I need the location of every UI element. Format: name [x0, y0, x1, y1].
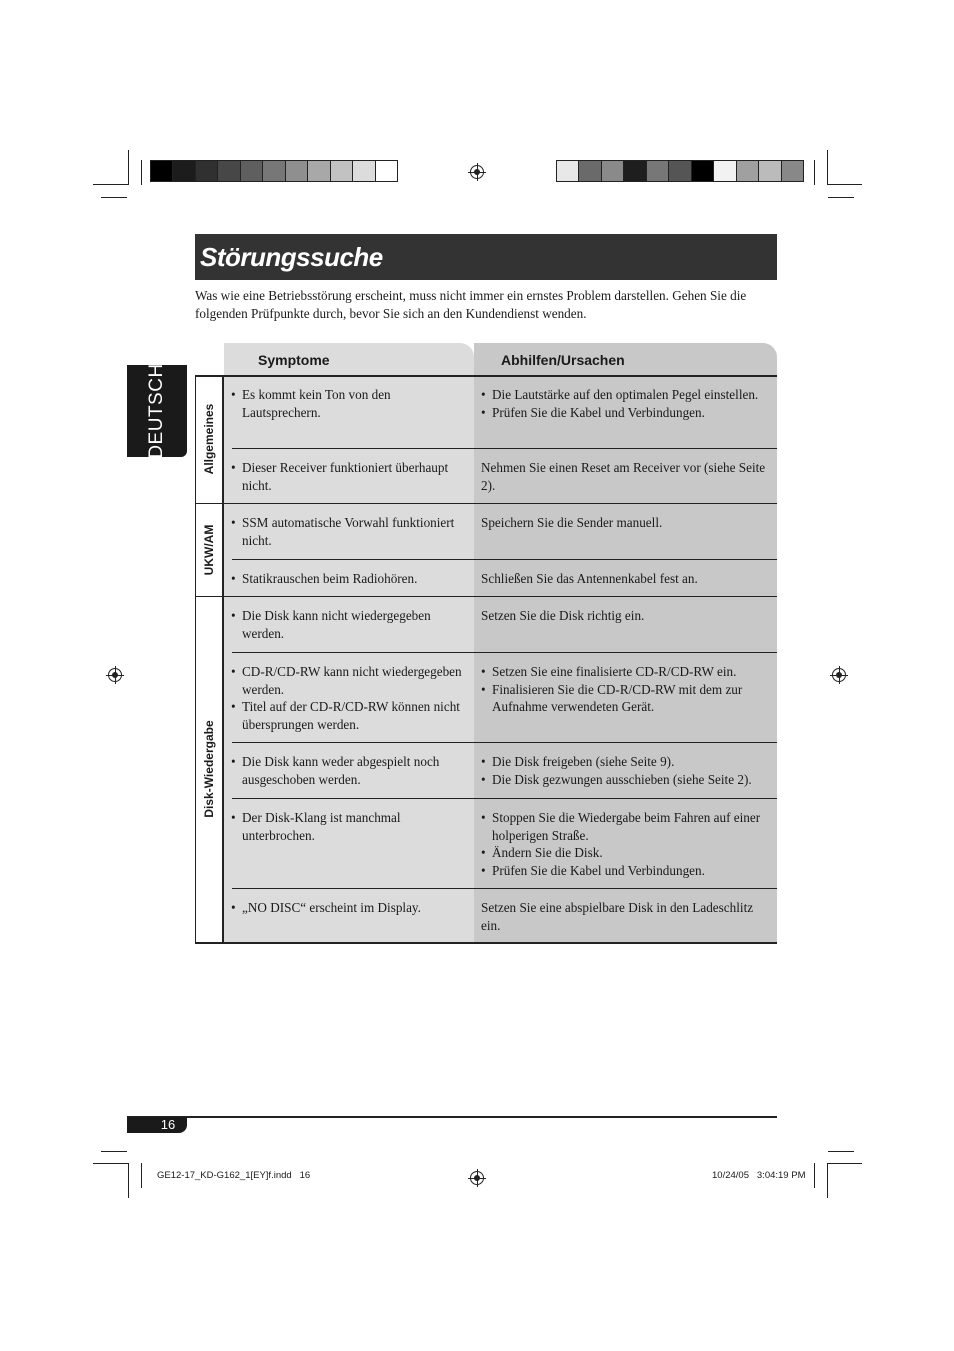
symptom-item: • Der Disk-Klang ist manchmal unterbrochen.	[231, 809, 471, 844]
category-label: Disk-Wiedergabe	[202, 720, 216, 818]
remedy-item: • Setzen Sie eine finalisierte CD-R/CD-RW ein.	[481, 663, 775, 681]
remedy-item: • Finalisieren Sie die CD-R/CD-RW mit dem zur Aufnahme verwendeten Gerät.	[481, 681, 775, 716]
category-column-rule	[222, 375, 224, 944]
symptom-cell	[231, 899, 471, 917]
row-separator	[232, 888, 777, 889]
print-timestamp: 10/24/05 3:04:19 PM	[712, 1170, 806, 1181]
remedy-item: • Prüfen Sie die Kabel und Verbindungen.	[481, 404, 775, 422]
intro-text: Was wie eine Betriebsstörung erscheint, muss nicht immer ein ernstes Problem darstellen. Gehen Sie die folgenden Prüfpunkte durch, bevor Sie sich an den Kundendienst wenden.	[195, 288, 747, 321]
symptom-cell	[231, 386, 471, 421]
page-number: 16	[160, 1117, 176, 1132]
remedy-cell: Nehmen Sie einen Reset am Receiver vor (siehe Seite 2).	[481, 460, 766, 493]
registration-mark-icon	[832, 668, 846, 682]
symptom-cell	[231, 663, 471, 733]
remedy-cell: Speichern Sie die Sender manuell.	[481, 515, 663, 530]
symptom-item: • Es kommt kein Ton von den Lautsprechern.	[231, 386, 471, 421]
category-separator	[195, 503, 777, 504]
symptom-cell	[231, 570, 471, 588]
symptom-item: • Titel auf der CD-R/CD-RW können nicht übersprungen werden.	[231, 698, 471, 733]
footer-rule	[127, 1116, 777, 1118]
title-bar	[195, 234, 777, 280]
remedy-cell: Setzen Sie die Disk richtig ein.	[481, 608, 645, 623]
category-label: Allgemeines	[202, 403, 216, 475]
table-left-rule	[195, 375, 196, 944]
table-bottom-rule	[195, 942, 777, 944]
row-separator	[232, 559, 777, 560]
remedy-cell: Setzen Sie eine abspielbare Disk in den Ladeschlitz ein.	[481, 900, 754, 933]
remedy-cell	[481, 809, 775, 879]
remedy-item: • Prüfen Sie die Kabel und Verbindungen.	[481, 862, 775, 880]
remedy-item: • Ändern Sie die Disk.	[481, 844, 775, 862]
symptom-cell	[231, 459, 471, 494]
symptom-item: • SSM automatische Vorwahl funktioniert nicht.	[231, 514, 471, 549]
row-separator	[232, 652, 777, 653]
table-top-rule	[195, 375, 777, 377]
category-separator	[195, 596, 777, 597]
symptom-item: • Dieser Receiver funktioniert überhaupt nicht.	[231, 459, 471, 494]
remedy-cell	[481, 753, 775, 788]
row-separator	[232, 798, 777, 799]
remedy-cell	[481, 663, 775, 716]
remedy-item: • Die Disk gezwungen ausschieben (siehe Seite 2).	[481, 771, 775, 789]
symptom-item: • „NO DISC“ erscheint im Display.	[231, 899, 471, 917]
symptom-cell	[231, 514, 471, 549]
symptom-cell	[231, 607, 471, 642]
category-label: UKW/AM	[202, 524, 216, 576]
registration-mark-icon	[470, 165, 484, 179]
row-separator	[232, 742, 777, 743]
remedy-cell: Schließen Sie das Antennenkabel fest an.	[481, 571, 698, 586]
header-symptoms: Symptome	[224, 343, 474, 376]
remedy-item: • Die Lautstärke auf den optimalen Pegel einstellen.	[481, 386, 775, 404]
header-remedies: Abhilfen/Ursachen	[474, 343, 777, 376]
file-slug: GE12-17_KD-G162_1[EY]f.indd 16	[157, 1170, 311, 1181]
remedy-item: • Die Disk freigeben (siehe Seite 9).	[481, 753, 775, 771]
remedy-item: • Stoppen Sie die Wiedergabe beim Fahren auf einer holperigen Straße.	[481, 809, 775, 844]
symptom-item: • Statikrauschen beim Radiohören.	[231, 570, 471, 588]
registration-mark-icon	[470, 1171, 484, 1185]
color-calibration-bar-right	[556, 160, 804, 182]
page-number-tab	[127, 1117, 187, 1133]
symptom-cell	[231, 809, 471, 844]
symptom-item: • Die Disk kann nicht wiedergegeben werden.	[231, 607, 471, 642]
registration-mark-icon	[108, 668, 122, 682]
row-separator	[232, 448, 777, 449]
remedy-cell	[481, 386, 775, 421]
symptom-item: • CD-R/CD-RW kann nicht wiedergegeben werden.	[231, 663, 471, 698]
color-calibration-bar-left	[150, 160, 398, 182]
symptom-cell	[231, 753, 471, 788]
language-tab	[127, 365, 187, 457]
page-title: Störungssuche	[200, 242, 383, 272]
symptom-item: • Die Disk kann weder abgespielt noch ausgeschoben werden.	[231, 753, 471, 788]
language-tab-label: DEUTSCH	[146, 363, 167, 459]
